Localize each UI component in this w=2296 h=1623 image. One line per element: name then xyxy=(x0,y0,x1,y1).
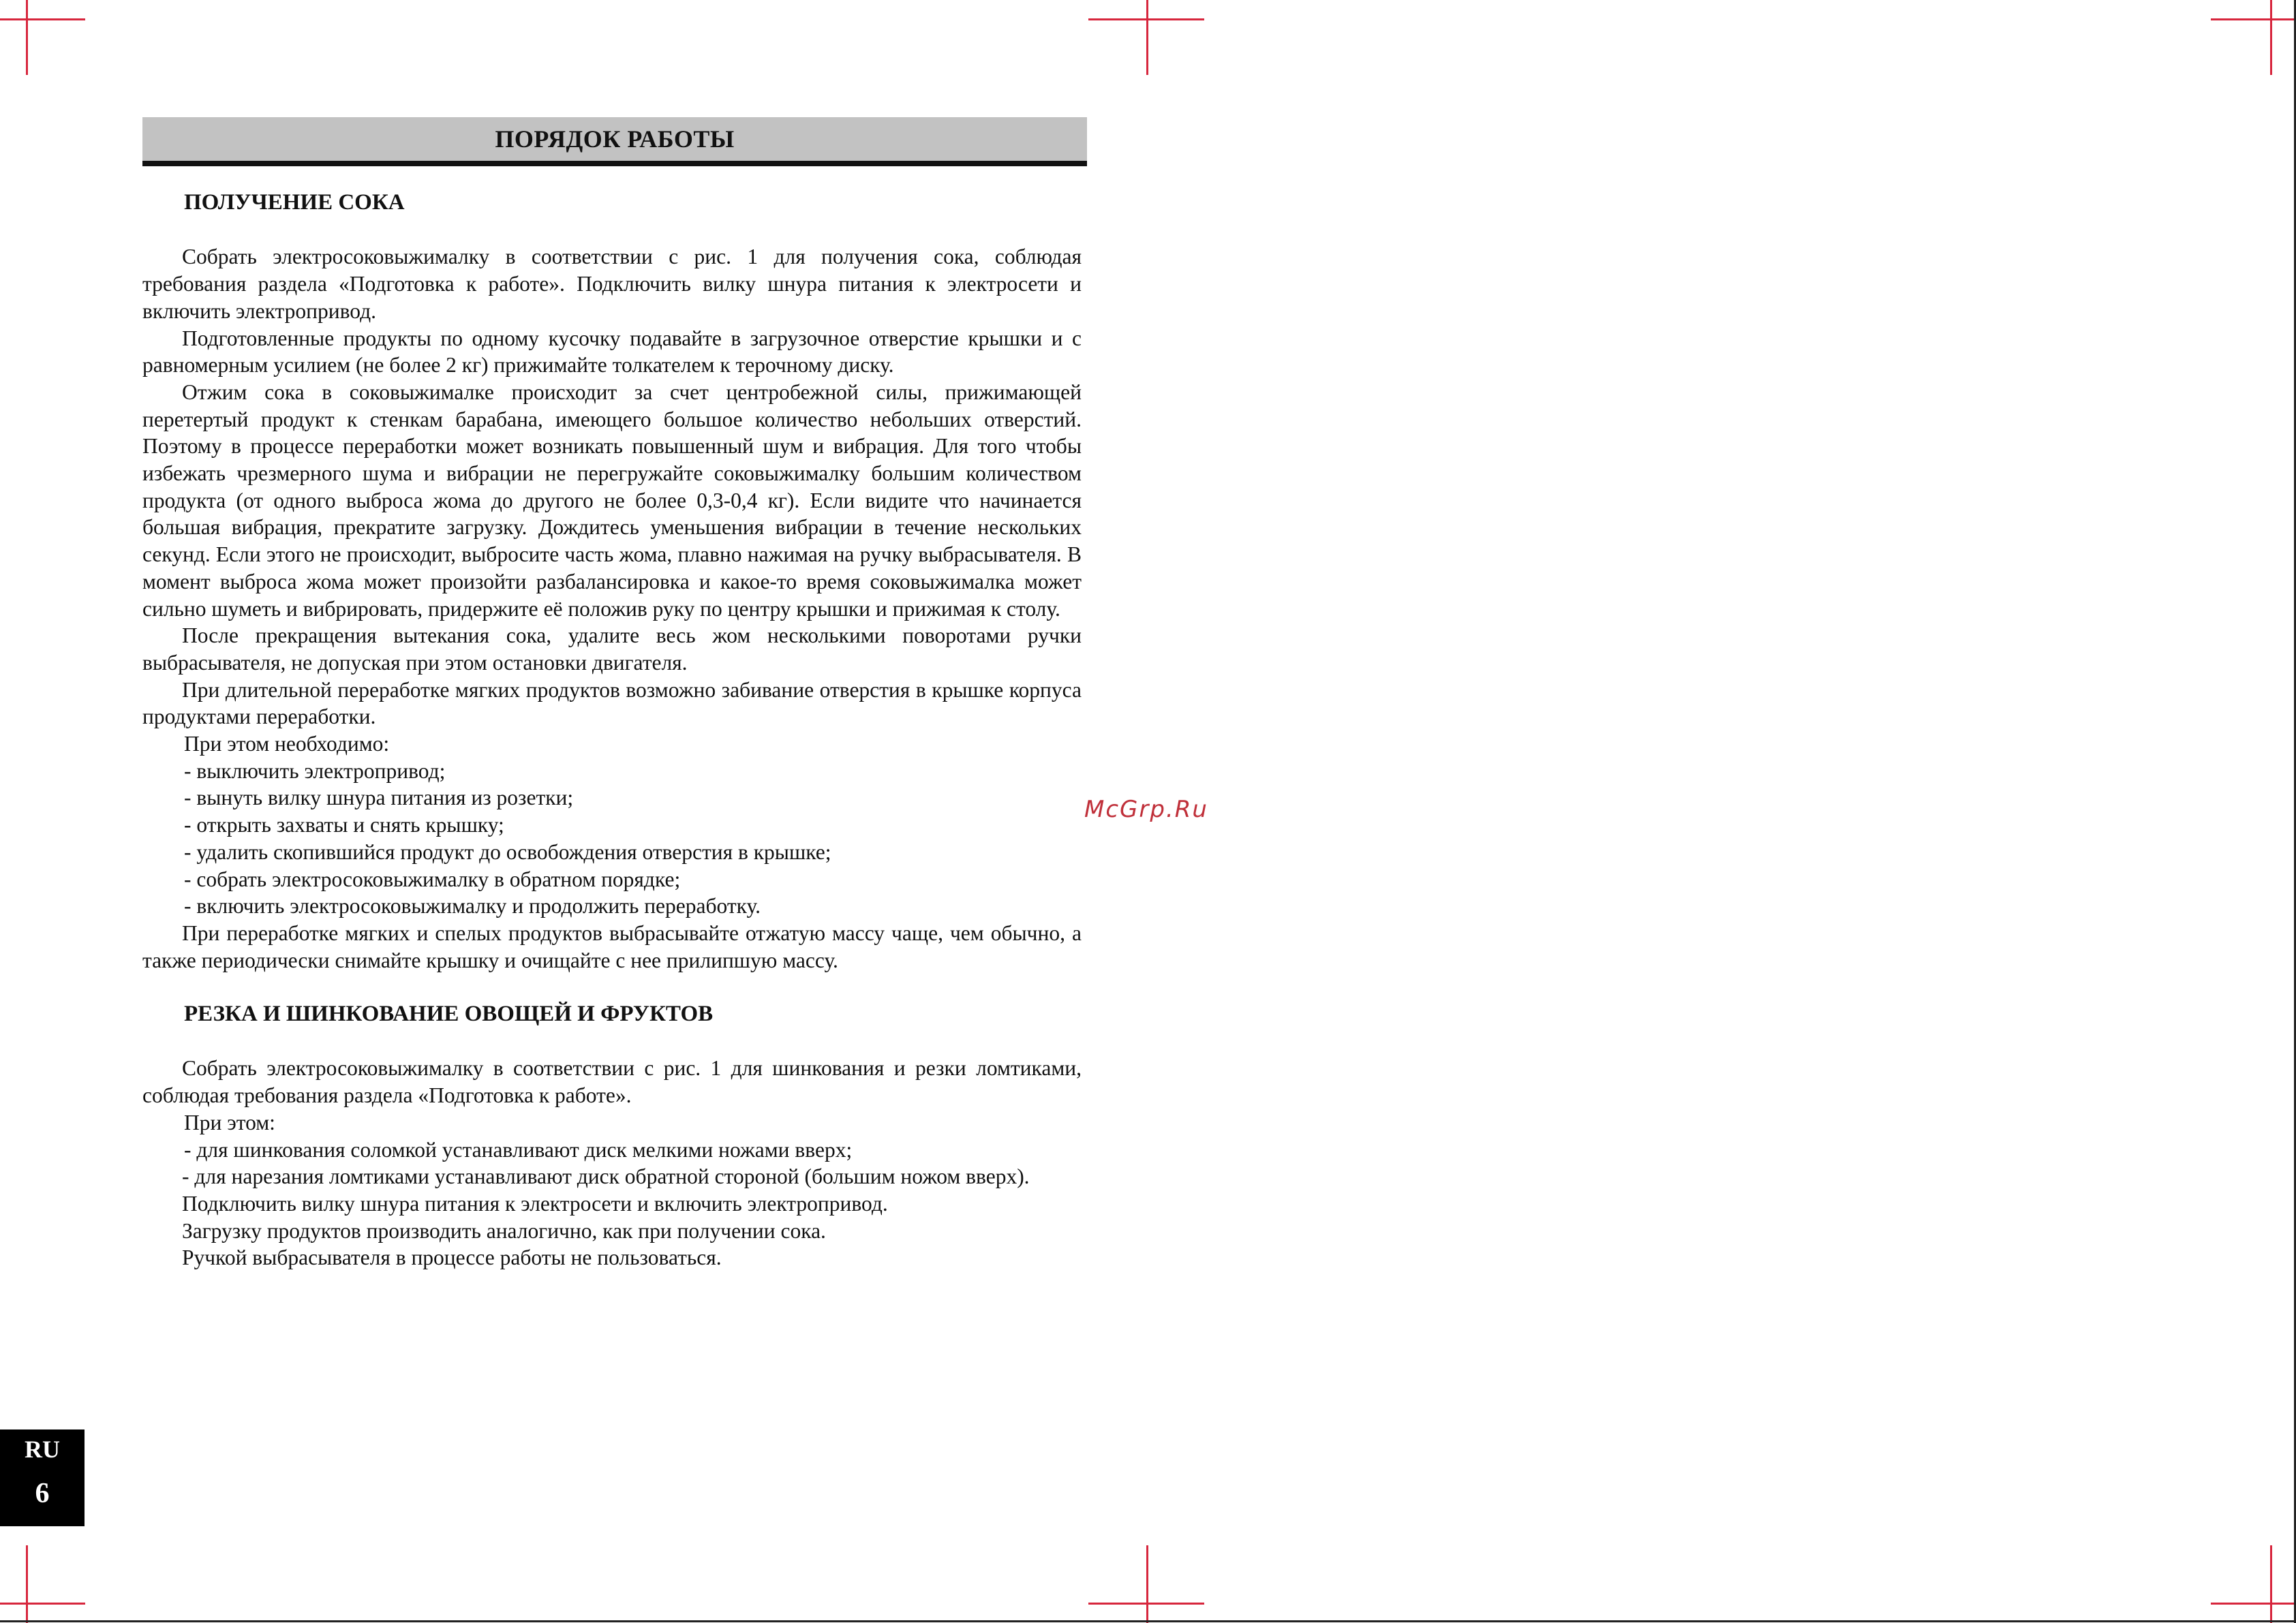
crop-mark xyxy=(26,0,28,75)
crop-mark xyxy=(0,18,85,20)
crop-mark xyxy=(0,1603,85,1605)
crop-mark xyxy=(1146,0,1148,75)
list-item: - удалить скопившийся продукт до освобождения отверстия в крышке; xyxy=(184,839,831,864)
list-item: - включить электросоковыжималку и продолжить переработку. xyxy=(184,894,761,918)
crop-mark xyxy=(1146,1545,1148,1623)
paragraph: Подготовленные продукты по одному кусочку подавайте в загрузочное отверстие крышки и с равномерным усилием (не более 2 кг) прижимайте толкателем к терочному диску. xyxy=(142,326,1082,377)
paragraph: При переработке мягких и спелых продуктов выбрасывайте отжатую массу чаще, чем обычно, а также периодически снимайте крышку и очищайте с нее прилипшую массу. xyxy=(142,921,1082,972)
crop-mark xyxy=(2270,0,2272,75)
paragraph: Собрать электросоковыжималку в соответствии с рис. 1 для получения сока, соблюдая требования раздела «Подготовка к работе». Подключить вилку шнура питания к электросети и включить электропривод. xyxy=(142,245,1082,323)
paragraph: После прекращения вытекания сока, удалите весь жом несколькими поворотами ручки выбрасывателя, не допуская при этом остановки двигателя. xyxy=(142,623,1082,675)
section-header-bar xyxy=(142,117,1087,166)
document-body xyxy=(142,180,1082,1271)
language-label: RU xyxy=(25,1436,60,1463)
list-intro: При этом необходимо: xyxy=(184,732,390,756)
page-tab xyxy=(0,1429,85,1526)
watermark-text: McGrp.Ru xyxy=(1084,796,1208,823)
page-title: ПОРЯДОК РАБОТЫ xyxy=(495,125,735,153)
list-item: - для шинкования соломкой устанавливают диск мелкими ножами вверх; xyxy=(184,1137,853,1162)
crop-mark xyxy=(2211,18,2296,20)
section-title-juice: ПОЛУЧЕНИЕ СОКА xyxy=(184,190,405,215)
list-item: - выключить электропривод; xyxy=(184,758,446,783)
list-item: - для нарезания ломтиками устанавливают диск обратной стороной (большим ножом вверх). xyxy=(182,1164,1030,1189)
paragraph: Подключить вилку шнура питания к электросети и включить электропривод. xyxy=(182,1191,888,1216)
paragraph: При длительной переработке мягких продуктов возможно забивание отверстия в крышке корпуса продуктами переработки. xyxy=(142,677,1082,729)
crop-mark xyxy=(26,1545,28,1623)
list-intro: При этом: xyxy=(184,1110,275,1134)
paragraph: Отжим сока в соковыжималке происходит за счет центробежной силы, прижимающей перетертый продукт к стенкам барабана, имеющего большое количество небольших отверстий. Поэтому в процессе переработки может возникать повышенный шум и вибрация. Для того чтобы избежать чрезмерного шума и вибрации не перегружайте соковыжималку большим количеством продукта (от одного выброса жома до другого не более 0,3-0,4 кг). Если видите что начинается большая вибрация, прекратите загрузку. Дождитесь уменьшения вибрации в течение нескольких секунд. Если этого не происходит, выбросите часть жома, плавно нажимая на ручку выбрасывателя. В момент выброса жома может произойти разбалансировка и какое-то время соковыжималка может сильно шуметь и вибрировать, придержите её положив руку по центру крышки и прижимая к столу. xyxy=(142,380,1082,621)
paragraph: Собрать электросоковыжималку в соответствии с рис. 1 для шинкования и резки ломтиками, соблюдая требования раздела «Подготовка к работе». xyxy=(142,1056,1082,1108)
page-edge-bottom xyxy=(0,1620,2296,1622)
list-item: - вынуть вилку шнура питания из розетки; xyxy=(184,786,574,810)
list-item: - собрать электросоковыжималку в обратном порядке; xyxy=(184,867,681,891)
paragraph: Ручкой выбрасывателя в процессе работы не пользоваться. xyxy=(182,1246,722,1270)
crop-mark xyxy=(2270,1545,2272,1623)
paragraph: Загрузку продуктов производить аналогично, как при получении сока. xyxy=(182,1218,826,1243)
crop-mark xyxy=(2211,1603,2296,1605)
list-item: - открыть захваты и снять крышку; xyxy=(184,813,504,837)
section-title-slice: РЕЗКА И ШИНКОВАНИЕ ОВОЩЕЙ И ФРУКТОВ xyxy=(184,1002,714,1027)
page-number: 6 xyxy=(35,1478,50,1509)
